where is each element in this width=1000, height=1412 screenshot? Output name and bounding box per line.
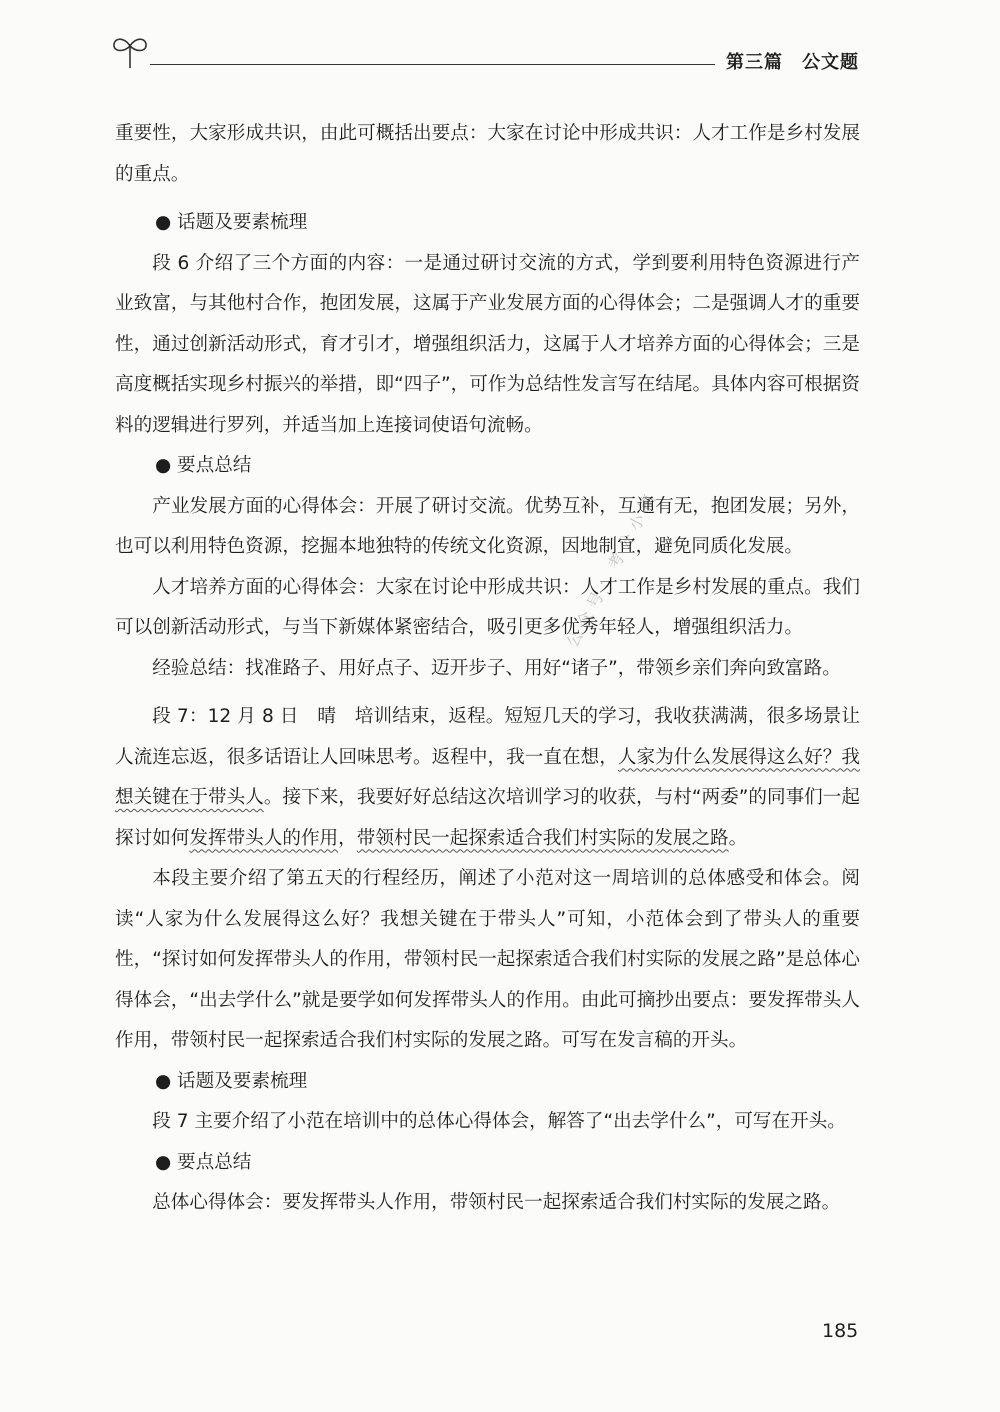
header-rule [150,64,715,65]
paragraph: 总体心得体会：要发挥带头人作用，带领村民一起探索适合我们村实际的发展之路。 [152,1192,841,1213]
bullet-icon: ● [155,212,172,233]
page-number: 185 [822,1320,859,1342]
paragraph: 重要性，大家形成共识，由此可概括出要点：大家在讨论中形成共识：人才工作是乡村发展的重点。 [115,123,860,185]
wavy-underlined-phrase: 带领村民一起探索适合我们村实际的发展之路 [356,827,729,849]
quoted-paragraph-7: 段 7：12 月 8 日 晴 培训结束，返程。短短几天的学习，我收获满满，很多场景让人流连忘返，很多话语让人回味思考。返程中，我一直在想，人家为什么发展得这么好？我想关键在于带头人。接下来，我要好好总结这次培训学习的收获，与村“两委”的同事们一起探讨如何发挥带头人的作用，带领村民一起探索适合我们村实际的发展之路。 [115,706,860,849]
bullet-heading: ● 话题及要素梳理 [115,203,860,244]
paragraph: 产业发展方面的心得体会：开展了研讨交流。优势互补，互通有无，抱团发展；另外，也可以利用特色资源，挖掘本地独特的传统文化资源，因地制宜，避免同质化发展。 [115,495,860,557]
paragraph: 经验总结：找准路子、用好点子、迈开步子、用好“诸子”，带领乡亲们奔向致富路。 [152,657,841,679]
wavy-underlined-phrase: 人家为什么发展得这么好？我想关键在于带头人 [115,746,860,808]
bullet-icon: ● [155,1151,172,1173]
page-header [110,28,870,74]
bullet-icon: ● [155,455,172,476]
bullet-icon: ● [155,1070,172,1092]
bullet-heading: ● 要点总结 [115,446,860,487]
paragraph: 段 7 主要介绍了小范在培训中的总体心得体会，解答了“出去学什么”，可写在开头。 [152,1111,846,1132]
bullet-heading: ● 话题及要素梳理 [115,1062,860,1103]
paragraph: 段 6 介绍了三个方面的内容：一是通过研讨交流的方式，学到要利用特色资源进行产业致富，与其他村合作，抱团发展，这属于产业发展方面的心得体会；二是强调人才的重要性，通过创新活动形式，育才引才，增强组织活力，这属于人才培养方面的心得体会；三是高度概括实现乡村振兴的举措，即“四子”，可作为总结性发言写在结尾。具体内容可根据资料的逻辑进行罗列，并适当加上连接词使语句流畅。 [115,252,860,436]
wavy-underlined-phrase: 发挥带头人的作用 [189,827,339,849]
watermark-text: 公众号：考公小镇 [562,485,663,651]
paragraph: 本段主要介绍了第五天的行程经历，阐述了小范对这一周培训的总体感受和体会。阅读“人家为什么发展得这么好？我想关键在于带头人”可知，小范体会到了带头人的重要性，“探讨如何发挥带头人的作用，带领村民一起探索适合我们村实际的发展之路”是总体心得体会，“出去学什么”就是要学如何发挥带头人的作用。由此可摘抄出要点：要发挥带头人作用，带领村民一起探索适合我们村实际的发展之路。可写在发言稿的开头。 [115,868,860,1051]
paragraph: 人才培养方面的心得体会：大家在讨论中形成共识：人才工作是乡村发展的重点。我们可以创新活动形式，与当下新媒体紧密结合，吸引更多优秀年轻人，增强组织活力。 [115,576,860,638]
chapter-title: 第三篇 公文题 [726,52,859,73]
page-body [115,114,860,1224]
sprout-icon [110,30,150,70]
bullet-heading: ● 要点总结 [115,1143,860,1184]
